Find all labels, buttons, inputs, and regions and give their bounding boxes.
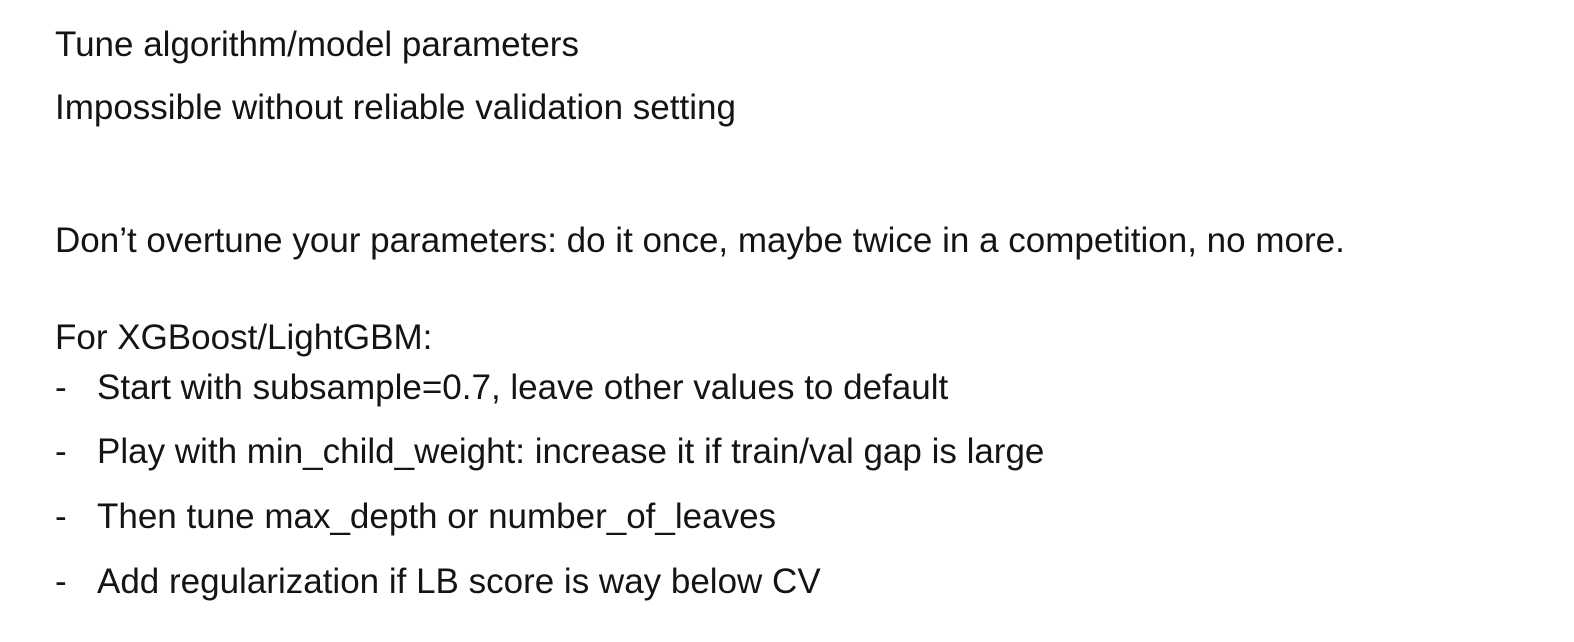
heading-line-2: Impossible without reliable validation setting <box>55 88 736 127</box>
bullet-dash: - <box>55 562 67 601</box>
bullet-dash: - <box>55 432 67 471</box>
list-title: For XGBoost/LightGBM: <box>55 318 433 357</box>
overtune-note: Don’t overtune your parameters: do it once, maybe twice in a competition, no more. <box>55 221 1345 260</box>
list-item-text: Play with min_child_weight: increase it if train/val gap is large <box>97 432 1045 471</box>
list-item-text: Add regularization if LB score is way below CV <box>97 562 821 601</box>
bullet-dash: - <box>55 368 67 407</box>
list-item-text: Then tune max_depth or number_of_leaves <box>97 497 777 536</box>
list-item-text: Start with subsample=0.7, leave other values to default <box>97 368 949 407</box>
heading-line-1: Tune algorithm/model parameters <box>55 25 579 64</box>
bullet-dash: - <box>55 497 67 536</box>
